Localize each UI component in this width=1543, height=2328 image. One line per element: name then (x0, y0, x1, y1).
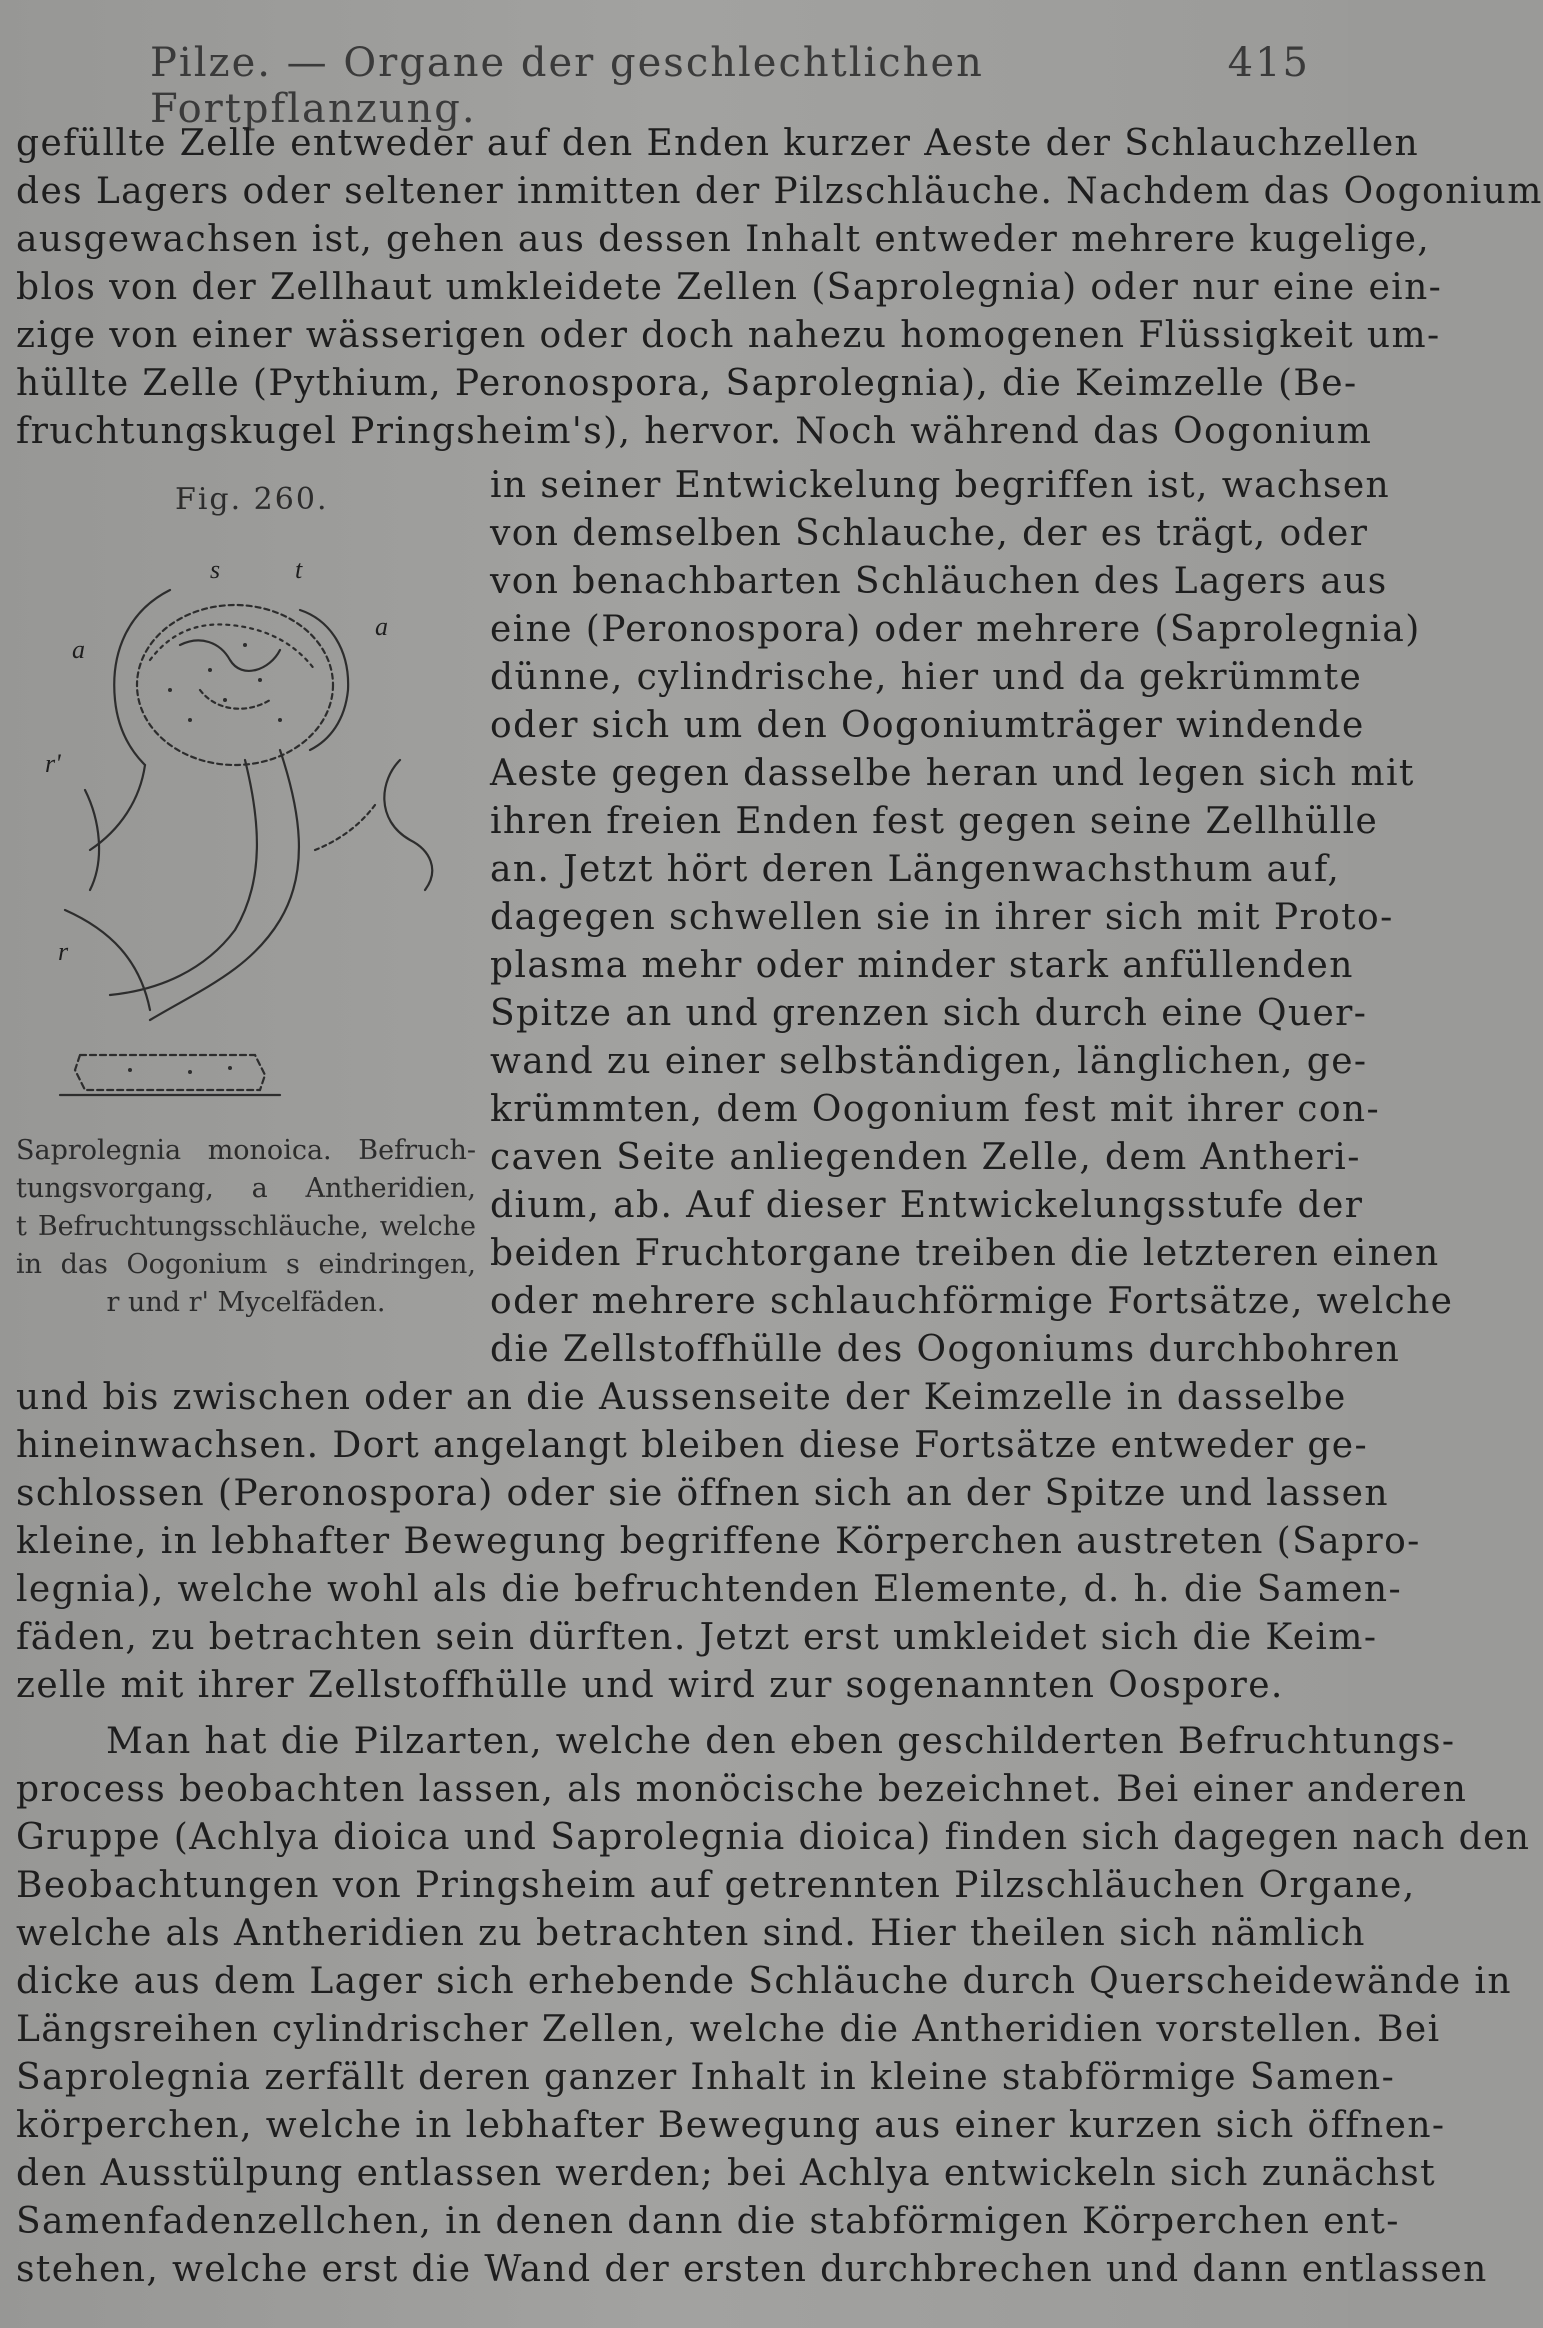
label-r-prime: r' (45, 749, 61, 778)
stipple (208, 668, 212, 672)
oogonium-outline (137, 605, 333, 765)
paragraph-start-line: Man hat die Pilzarten, welche den eben geschilderten Befruchtungs- (106, 1721, 1456, 1762)
text-line: hüllte Zelle (Pythium, Peronospora, Saprolegnia), die Keimzelle (Be- (16, 363, 1358, 404)
label-a-left: a (72, 635, 85, 664)
text-line: fruchtungskugel Pringsheim's), hervor. Noch während das Oogonium (16, 411, 1373, 452)
figure-outlines (60, 590, 432, 1095)
hypha-left-lower (65, 910, 150, 1010)
text-line: legnia), welche wohl als die befruchtenden Elemente, d. h. die Samen- (16, 1569, 1403, 1610)
text-line: an. Jetzt hört deren Längenwachsthum auf, (490, 849, 1341, 890)
text-line: zelle mit ihrer Zellstoffhülle und wird zur sogenannten Oospore. (16, 1665, 1284, 1706)
base-tube (75, 1055, 265, 1090)
page-number: 415 (1227, 40, 1310, 86)
hypha-right-branch (315, 805, 375, 850)
text-line: Längsreihen cylindrischer Zellen, welche die Antheridien vorstellen. Bei (16, 2009, 1441, 2050)
stipple (228, 1066, 232, 1070)
text-line: und bis zwischen oder an die Aussenseite der Keimzelle in dasselbe (16, 1377, 1347, 1418)
text-line: eine (Peronospora) oder mehrere (Saprolegnia) (490, 609, 1421, 650)
stipple (168, 688, 172, 692)
stipple (243, 643, 247, 647)
text-line: dünne, cylindrische, hier und da gekrümmte (490, 657, 1363, 698)
saprolegnia-illustration (30, 550, 450, 1110)
text-line: Saprolegnia zerfällt deren ganzer Inhalt in kleine stabförmige Samen- (16, 2057, 1396, 2098)
figure-letters (45, 555, 388, 966)
fertilisation-tube-branch (200, 690, 270, 709)
text-line: Beobachtungen von Pringsheim auf getrennten Pilzschläuchen Organe, (16, 1865, 1416, 1906)
text-line: beiden Fruchtorgane treiben die letzteren einen (490, 1233, 1440, 1274)
stipple (258, 678, 262, 682)
page-header (150, 40, 1310, 132)
text-line: kleine, in lebhafter Bewegung begriffene Körperchen austreten (Sapro- (16, 1521, 1421, 1562)
stipple (128, 1068, 132, 1072)
running-title: Pilze. — Organe der geschlechtlichen Fortpflanzung. (150, 40, 984, 132)
stipple (223, 698, 227, 702)
text-line: von benachbarten Schläuchen des Lagers aus (490, 561, 1388, 602)
text-line: Gruppe (Achlya dioica und Saprolegnia dioica) finden sich dagegen nach den (16, 1817, 1531, 1858)
stipple (188, 1070, 192, 1074)
caption-line: Saprolegnia monoica. Befruch- (16, 1135, 476, 1166)
text-line: ausgewachsen ist, gehen aus dessen Inhalt entweder mehrere kugelige, (16, 219, 1431, 260)
caption-line: tungsvorgang, a Antheridien, (16, 1173, 476, 1204)
stipple (278, 718, 282, 722)
text-line: krümmten, dem Oogonium fest mit ihrer con- (490, 1089, 1381, 1130)
text-line: in seiner Entwickelung begriffen ist, wachsen (490, 465, 1391, 506)
text-line: hineinwachsen. Dort angelangt bleiben diese Fortsätze entweder ge- (16, 1425, 1369, 1466)
caption-line: in das Oogonium s eindringen, (16, 1249, 476, 1280)
text-line: blos von der Zellhaut umkleidete Zellen (Saprolegnia) oder nur eine ein- (16, 267, 1443, 308)
text-line: des Lagers oder seltener inmitten der Pilzschläuche. Nachdem das Oogonium (16, 171, 1543, 212)
text-line: die Zellstoffhülle des Oogoniums durchbohren (490, 1329, 1401, 1370)
label-a-right: a (375, 612, 388, 641)
text-line: körperchen, welche in lebhafter Bewegung aus einer kurzen sich öffnen- (16, 2105, 1446, 2146)
text-line: oder sich um den Oogoniumträger windende (490, 705, 1365, 746)
text-line: ihren freien Enden fest gegen seine Zellhülle (490, 801, 1379, 842)
text-line: process beobachten lassen, als monöcische bezeichnet. Bei einer anderen (16, 1769, 1468, 1810)
hypha-left-middle (85, 790, 99, 890)
text-line: Aeste gegen dasselbe heran und legen sich mit (490, 753, 1415, 794)
label-r: r (58, 937, 69, 966)
text-line: fäden, zu betrachten sein dürften. Jetzt erst umkleidet sich die Keim- (16, 1617, 1378, 1658)
figure-label: Fig. 260. (175, 482, 329, 517)
stipple (188, 718, 192, 722)
mycel-stalk-inner (110, 760, 257, 995)
text-line: plasma mehr oder minder stark anfüllenden (490, 945, 1354, 986)
text-line: welche als Antheridien zu betrachten sind. Hier theilen sich nämlich (16, 1913, 1366, 1954)
text-line: caven Seite anliegenden Zelle, dem Antheri- (490, 1137, 1361, 1178)
hypha-right (384, 760, 432, 890)
text-line: Samenfadenzellchen, in denen dann die stabförmigen Körperchen ent- (16, 2201, 1400, 2242)
text-line: dium, ab. Auf dieser Entwickelungsstufe der (490, 1185, 1364, 1226)
text-line: stehen, welche erst die Wand der ersten durchbrechen und dann entlassen (16, 2249, 1488, 2290)
text-line: von demselben Schlauche, der es trägt, oder (490, 513, 1369, 554)
text-line: dagegen schwellen sie in ihrer sich mit Proto- (490, 897, 1394, 938)
text-line: wand zu einer selbständigen, länglichen, ge- (490, 1041, 1368, 1082)
figure-caption (16, 1132, 476, 1322)
caption-line: t Befruchtungsschläuche, welche (16, 1211, 476, 1242)
text-line: schlossen (Peronospora) oder sie öffnen sich an der Spitze und lassen (16, 1473, 1389, 1514)
figure-stippling (128, 643, 282, 1074)
text-line: Spitze an und grenzen sich durch eine Quer- (490, 993, 1368, 1034)
text-line: zige von einer wässerigen oder doch nahezu homogenen Flüssigkeit um- (16, 315, 1441, 356)
text-line: dicke aus dem Lager sich erhebende Schläuche durch Querscheidewände in (16, 1961, 1512, 2002)
label-s: s (210, 555, 221, 584)
caption-line: r und r' Mycelfäden. (106, 1287, 386, 1318)
text-line: gefüllte Zelle entweder auf den Enden kurzer Aeste der Schlauchzellen (16, 123, 1420, 164)
text-line: oder mehrere schlauchförmige Fortsätze, welche (490, 1281, 1454, 1322)
label-t: t (295, 555, 303, 584)
fertilisation-tube (180, 640, 280, 670)
text-line: den Ausstülpung entlassen werden; bei Achlya entwickeln sich zunächst (16, 2153, 1437, 2194)
